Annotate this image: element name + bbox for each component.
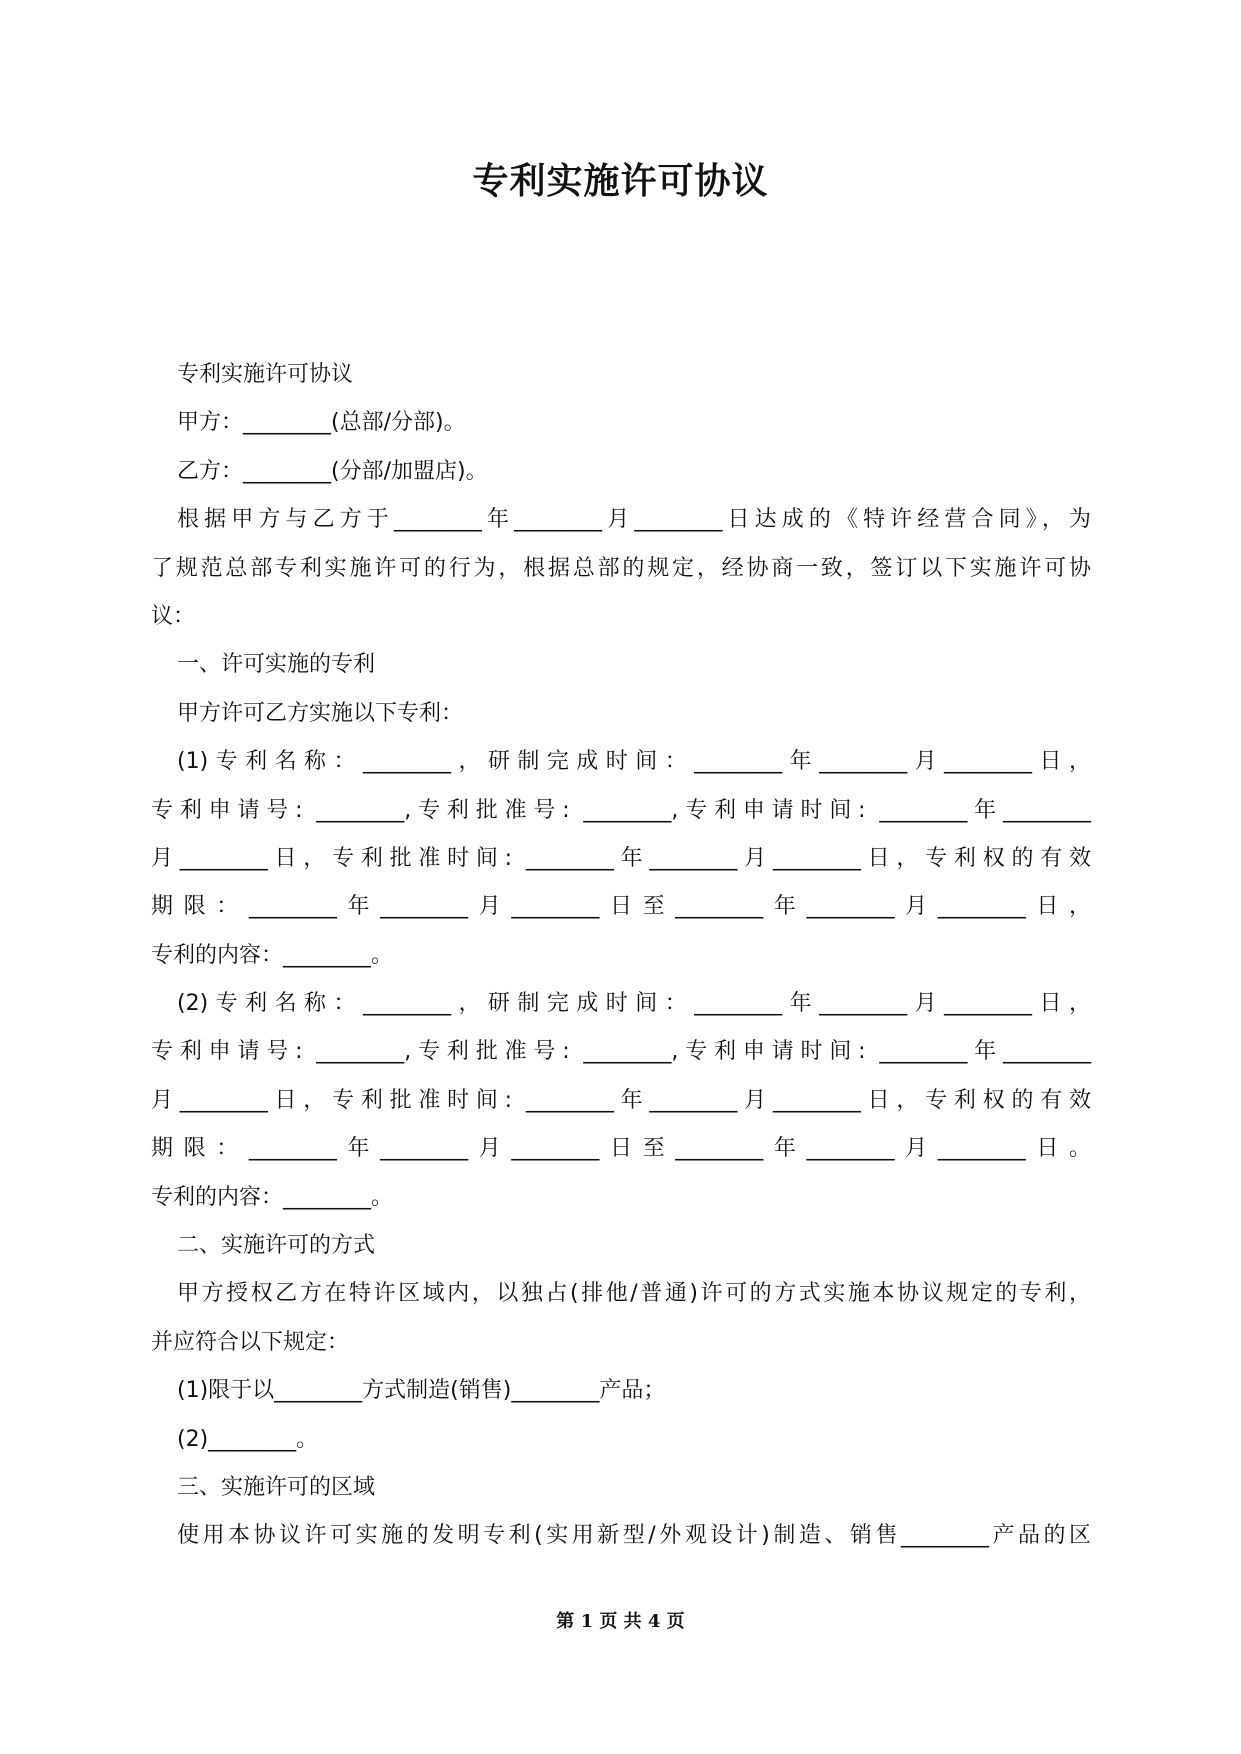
section-1-intro: 甲方许可乙方实施以下专利： — [177, 700, 464, 726]
party-b-line: 乙方：________(分部/加盟店)。 — [177, 458, 488, 484]
patent-2-line-1: (2)专利名称：________，研制完成时间：________年________月________日， — [177, 991, 1091, 1017]
patent-1-line-5: 专利的内容：________。 — [151, 942, 394, 968]
patent-1-line-2: 专利申请号: ________,专利批准号: ________,专利申请时间: ________年________ — [151, 797, 1091, 823]
section-1-heading: 一、许可实施的专利 — [177, 652, 376, 678]
page-footer: 第 1 页 共 4 页 — [556, 1611, 685, 1632]
patent-1-line-4: 期限：________年________月________日至________年________月________日， — [151, 894, 1091, 920]
patent-1-line-3: 月________日，专利批准时间: ________年________月________日，专利权的有效 — [151, 845, 1091, 871]
section-2-item-1: (1)限于以________方式制造(销售)________产品； — [177, 1378, 666, 1404]
section-2-item-2: (2)________。 — [177, 1426, 319, 1452]
preamble-line-2: 了规范总部专利实施许可的行为，根据总部的规定，经协商一致，签订以下实施许可协 — [151, 555, 1091, 581]
preamble-line-3: 议： — [151, 603, 196, 629]
preamble-line-1: 根据甲方与乙方于________年________月________日达成的《特许经营合同》，为 — [177, 507, 1091, 533]
section-2-text-line-1: 甲方授权乙方在特许区域内，以独占(排他/普通)许可的方式实施本协议规定的专利， — [177, 1281, 1091, 1307]
patent-2-line-2: 专利申请号: ________,专利批准号: ________,专利申请时间: ________年________ — [151, 1039, 1091, 1065]
section-2-heading: 二、实施许可的方式 — [177, 1233, 376, 1259]
document-body — [151, 351, 1091, 1561]
section-3-text-line-1: 使用本协议许可实施的发明专利(实用新型/外观设计)制造、销售________产品的区 — [177, 1523, 1091, 1549]
section-2-text-line-2: 并应符合以下规定： — [151, 1329, 350, 1355]
page-title: 专利实施许可协议 — [472, 161, 769, 202]
patent-2-line-3: 月________日，专利批准时间: ________年________月________日，专利权的有效 — [151, 1087, 1091, 1113]
patent-2-line-5: 专利的内容：________。 — [151, 1184, 394, 1210]
patent-1-line-1: (1)专利名称：________，研制完成时间：________年________月________日， — [177, 749, 1091, 775]
patent-2-line-4: 期限：________年________月________日至________年________月________日。 — [151, 1136, 1091, 1162]
party-a-line: 甲方：________(总部/分部)。 — [177, 410, 466, 436]
section-3-heading: 三、实施许可的区域 — [177, 1474, 376, 1500]
doc-heading-line: 专利实施许可协议 — [177, 362, 354, 387]
